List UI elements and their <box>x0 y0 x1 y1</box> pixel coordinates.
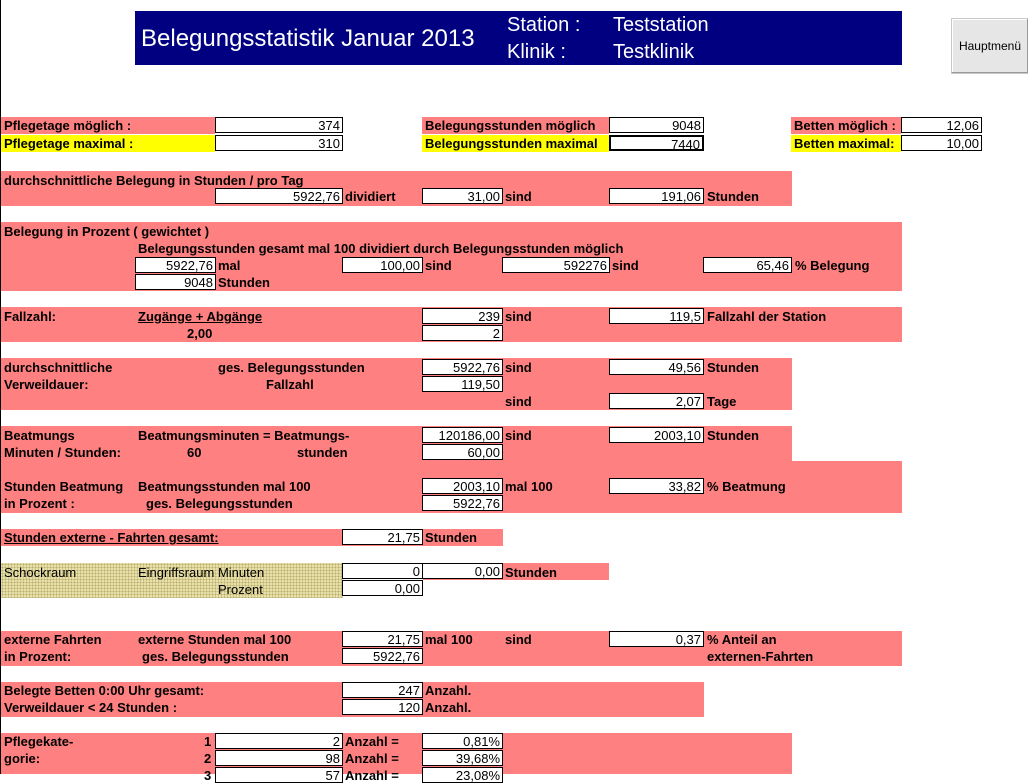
avg-stay-unit-hours: Stunden <box>707 360 759 375</box>
schockraum-minutes[interactable]: 0 <box>342 563 423 579</box>
percent-occupancy-title: Belegung in Prozent ( gewichtet ) <box>4 224 210 239</box>
percent-occupancy-sind2: sind <box>612 258 639 273</box>
pflegetage-moeglich-value[interactable]: 374 <box>215 117 343 133</box>
cases-sind: sind <box>505 309 532 324</box>
betten-moeglich-label: Betten möglich : <box>794 118 896 133</box>
klinik-value: Testklinik <box>613 41 695 63</box>
avg-occupancy-sind: sind <box>505 189 532 204</box>
ventilation-pct-mal100: mal 100 <box>505 479 553 494</box>
ventilation-formula-unit: stunden <box>297 445 348 460</box>
avg-stay-label2: Verweildauer: <box>4 377 89 392</box>
external-pct-result-unit1: % Anteil an <box>707 632 777 647</box>
external-pct-mal100: mal 100 <box>425 632 473 647</box>
percent-occupancy-mal: mal <box>218 258 241 273</box>
care-category-percent[interactable]: 39,68% <box>422 750 503 766</box>
schockraum-hours[interactable]: 0,00 <box>422 563 503 579</box>
external-pct-formula-top: externe Stunden mal 100 <box>138 632 292 647</box>
beds-label1: Belegte Betten 0:00 Uhr gesamt: <box>4 683 205 698</box>
belegungsstunden-maximal-value[interactable]: 7440 <box>609 135 704 151</box>
betten-moeglich-value[interactable]: 12,06 <box>901 117 982 133</box>
cases-label: Fallzahl: <box>4 309 57 324</box>
avg-stay-formula-bottom: Fallzahl <box>266 377 314 392</box>
care-categories-label1: Pflegekate- <box>4 734 74 749</box>
external-pct-result-unit2: externen-Fahrten <box>707 649 814 664</box>
cases-result-unit: Fallzahl der Station <box>707 309 827 324</box>
avg-occupancy-hours[interactable]: 5922,76 <box>215 188 343 204</box>
care-category-unit: Anzahl = <box>345 734 399 749</box>
avg-occupancy-days[interactable]: 31,00 <box>422 188 503 204</box>
ventilation-unit: Stunden <box>707 428 759 443</box>
external-pct-result[interactable]: 0,37 <box>609 631 704 647</box>
ventilation-result[interactable]: 2003,10 <box>609 427 704 443</box>
ventilation-pct-result[interactable]: 33,82 <box>609 478 704 494</box>
ventilation-divisor[interactable]: 60,00 <box>422 444 503 460</box>
external-trips-label: Stunden externe - Fahrten gesamt: <box>4 530 219 545</box>
external-trips-unit: Stunden <box>425 530 477 545</box>
ventilation-label1: Beatmungs <box>4 428 75 443</box>
avg-stay-hours[interactable]: 5922,76 <box>422 359 503 375</box>
schockraum-unit: Stunden <box>505 565 557 580</box>
cases-formula: Zugänge + Abgänge <box>138 309 263 324</box>
percent-occupancy-hours[interactable]: 5922,76 <box>135 257 216 273</box>
belegungsstunden-moeglich-value[interactable]: 9048 <box>609 117 704 133</box>
percent-occupancy-possible[interactable]: 9048 <box>135 274 216 290</box>
ventilation-pct-occupancy[interactable]: 5922,76 <box>422 495 503 511</box>
external-pct-hours[interactable]: 21,75 <box>342 631 423 647</box>
care-category-number: 1 <box>204 734 212 749</box>
external-pct-occupancy[interactable]: 5922,76 <box>342 648 423 664</box>
avg-stay-cases[interactable]: 119,50 <box>422 376 503 392</box>
ventilation-pct-hours[interactable]: 2003,10 <box>422 478 503 494</box>
report-title: Belegungsstatistik Januar 2013 <box>141 25 475 52</box>
pflegetage-maximal-label: Pflegetage maximal : <box>4 136 134 151</box>
pflegetage-maximal-value[interactable]: 310 <box>215 135 343 151</box>
percent-occupancy-factor[interactable]: 100,00 <box>342 257 423 273</box>
avg-stay-formula-top: ges. Belegungsstunden <box>218 360 365 375</box>
cases-divisor-label: 2,00 <box>187 326 213 341</box>
avg-occupancy-result[interactable]: 191,06 <box>609 188 704 204</box>
schockraum-sublabel-bottom: Prozent <box>218 582 263 597</box>
percent-occupancy-sind1: sind <box>425 258 452 273</box>
avg-occupancy-unit: Stunden <box>707 189 759 204</box>
ventilation-pct-formula-bottom: ges. Belegungsstunden <box>146 496 293 511</box>
avg-occupancy-divided: dividiert <box>345 189 396 204</box>
avg-stay-sind2: sind <box>505 394 532 409</box>
ventilation-label2: Minuten / Stunden: <box>4 445 121 460</box>
main-menu-button[interactable]: Hauptmenü <box>951 18 1028 74</box>
ventilation-sind: sind <box>505 428 532 443</box>
betten-maximal-value[interactable]: 10,00 <box>901 135 982 151</box>
ventilation-formula-top: Beatmungsminuten = Beatmungs- <box>138 428 350 443</box>
care-category-number: 2 <box>204 751 212 766</box>
care-category-unit: Anzahl = <box>345 751 399 766</box>
schockraum-sublabel-top: Eingriffsraum Minuten <box>138 565 265 580</box>
care-category-percent[interactable]: 23,08% <box>422 767 503 783</box>
external-pct-label1: externe Fahrten <box>4 632 102 647</box>
external-pct-formula-bottom: ges. Belegungsstunden <box>142 649 289 664</box>
ventilation-formula-div: 60 <box>187 445 202 460</box>
cases-sum-divisor[interactable]: 2 <box>422 325 503 341</box>
care-category-count[interactable]: 2 <box>215 733 343 749</box>
external-trips-value[interactable]: 21,75 <box>342 529 423 545</box>
belegungsstunden-moeglich-label: Belegungsstunden möglich <box>425 118 596 133</box>
external-pct-label2: in Prozent: <box>4 649 72 664</box>
beds-unit1: Anzahl. <box>425 683 472 698</box>
beds-value1[interactable]: 247 <box>342 682 423 698</box>
percent-occupancy-formula: Belegungsstunden gesamt mal 100 dividiert durch Belegungsstunden möglich <box>138 241 624 256</box>
station-label: Station : <box>507 14 581 36</box>
ventilation-minutes[interactable]: 120186,00 <box>422 427 503 443</box>
cases-result[interactable]: 119,5 <box>609 308 704 324</box>
betten-maximal-label: Betten maximal: <box>794 136 895 151</box>
care-category-count[interactable]: 98 <box>215 750 343 766</box>
percent-occupancy-product[interactable]: 592276 <box>502 257 610 273</box>
external-pct-sind: sind <box>505 632 532 647</box>
care-categories-label2: gorie: <box>4 751 41 766</box>
care-category-unit: Anzahl = <box>345 768 399 783</box>
avg-stay-result-hours[interactable]: 49,56 <box>609 359 704 375</box>
schockraum-percent[interactable]: 0,00 <box>342 580 423 596</box>
care-category-count[interactable]: 57 <box>215 767 343 783</box>
cases-sum[interactable]: 239 <box>422 308 503 324</box>
pflegetage-moeglich-label: Pflegetage möglich : <box>4 118 132 133</box>
schockraum-label: Schockraum <box>4 565 77 580</box>
ventilation-pct-label1: Stunden Beatmung <box>4 479 124 494</box>
avg-stay-result-days[interactable]: 2,07 <box>609 393 704 409</box>
care-category-number: 3 <box>204 768 212 783</box>
klinik-label: Klinik : <box>507 41 566 63</box>
report-header <box>135 11 902 65</box>
ventilation-pct-formula-top: Beatmungsstunden mal 100 <box>138 479 311 494</box>
avg-stay-unit-days: Tage <box>707 394 737 409</box>
ventilation-pct-label2: in Prozent : <box>4 496 75 511</box>
avg-stay-sind1: sind <box>505 360 532 375</box>
beds-unit2: Anzahl. <box>425 700 472 715</box>
percent-occupancy-possible-unit: Stunden <box>218 275 270 290</box>
station-value: Teststation <box>613 14 709 36</box>
avg-stay-label1: durchschnittliche <box>4 360 113 375</box>
beds-label2: Verweildauer < 24 Stunden : <box>4 700 178 715</box>
ventilation-pct-result-unit: % Beatmung <box>707 479 786 494</box>
beds-value2[interactable]: 120 <box>342 699 423 715</box>
belegungsstunden-maximal-label: Belegungsstunden maximal <box>425 136 598 151</box>
percent-occupancy-result-unit: % Belegung <box>795 258 870 273</box>
avg-occupancy-title: durchschnittliche Belegung in Stunden / pro Tag <box>4 173 304 188</box>
percent-occupancy-result[interactable]: 65,46 <box>703 257 792 273</box>
care-category-percent[interactable]: 0,81% <box>422 733 503 749</box>
